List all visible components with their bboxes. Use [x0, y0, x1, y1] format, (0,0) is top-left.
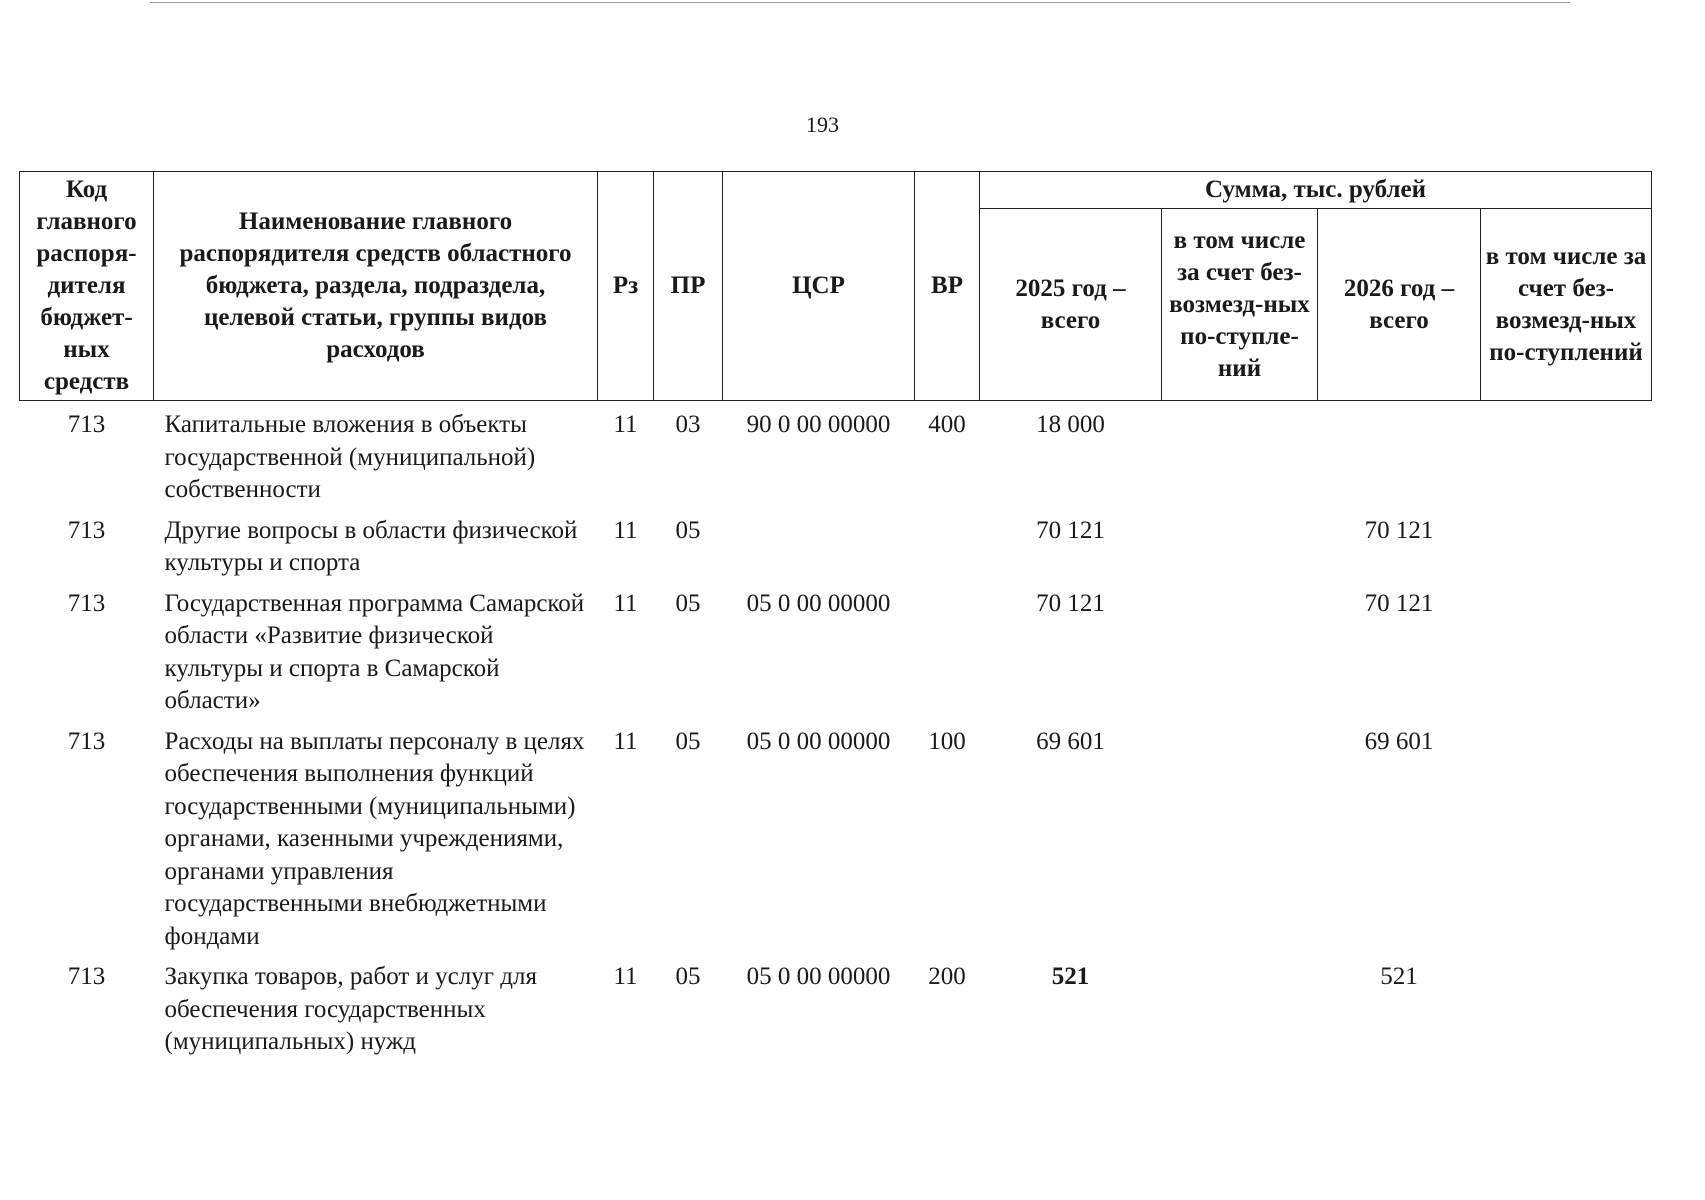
cell-2025-total: 70 121 [1036, 516, 1105, 544]
cell-pr: 03 [675, 411, 701, 438]
cell-name: Закупка товаров, работ и услуг для обеспечения государственных (муниципальных) нужд [164, 963, 537, 1055]
cell-vr: 400 [928, 411, 966, 438]
header-rz: Рз [598, 172, 654, 401]
cell-2026-total: 521 [1380, 963, 1418, 990]
cell-csr: 90 0 00 00000 [746, 411, 891, 438]
table-body [20, 401, 1652, 1059]
table-row [20, 953, 1652, 1059]
cell-csr: 05 0 00 00000 [746, 589, 891, 617]
cell-name: Расходы на выплаты персоналу в целях обеспечения выполнения функций государственными (муниципальными) органами, казенными учреждениями, органами управления государственными внебюджетными фондами [164, 727, 585, 950]
cell-pr: 05 [675, 963, 701, 990]
table-row [20, 718, 1652, 954]
table-row [20, 507, 1652, 580]
header-csr: ЦСР [723, 172, 915, 401]
cell-vr [915, 507, 980, 580]
header-2026-free: в том числе за счет без-возмезд-ных по-ступлений [1481, 209, 1652, 401]
page-number: 193 [806, 112, 839, 137]
cell-2026-free [1481, 507, 1652, 580]
cell-2026-total: 70 121 [1364, 516, 1434, 544]
cell-pr: 05 [675, 589, 701, 617]
cell-vr: 100 [928, 727, 966, 755]
cell-2025-free [1162, 718, 1318, 954]
cell-rz: 11 [613, 727, 638, 755]
cell-2025-free [1162, 507, 1318, 580]
cell-vr [915, 580, 980, 718]
cell-code: 713 [67, 589, 106, 617]
cell-2026-total [1318, 401, 1481, 507]
cell-name: Другие вопросы в области физической культуры и спорта [164, 516, 578, 576]
table-row [20, 580, 1652, 718]
cell-2025-free [1162, 953, 1318, 1059]
cell-csr [723, 507, 915, 580]
cell-name: Капитальные вложения в объекты государственной (муниципальной) собственности [164, 411, 536, 503]
cell-2025-total: 521 [1051, 963, 1090, 990]
budget-table [19, 171, 1652, 1059]
cell-rz: 11 [613, 516, 638, 544]
cell-2026-free [1481, 953, 1652, 1059]
cell-2025-total: 70 121 [1036, 589, 1105, 617]
cell-code: 713 [67, 727, 106, 755]
cell-2025-free [1162, 401, 1318, 507]
header-code: Код главного распоря-дителя бюджет-ных средств [20, 172, 154, 401]
header-pr: ПР [654, 172, 723, 401]
cell-2026-free [1481, 718, 1652, 954]
cell-2026-free [1481, 580, 1652, 718]
cell-2025-free [1162, 580, 1318, 718]
cell-rz: 11 [613, 963, 638, 990]
cell-2026-total: 69 601 [1364, 727, 1434, 755]
header-2026-total: 2026 год – всего [1318, 209, 1481, 401]
cell-name: Государственная программа Самарской области «Развитие физической культуры и спорта в Самарской области» [164, 589, 585, 714]
header-name: Наименование главного распорядителя средств областного бюджета, раздела, подраздела, целевой статьи, группы видов расходов [154, 172, 598, 401]
header-2025-total: 2025 год – всего [980, 209, 1162, 401]
cell-rz: 11 [613, 411, 638, 438]
cell-vr: 200 [928, 963, 966, 990]
cell-code: 713 [67, 963, 106, 990]
header-vr: ВР [915, 172, 980, 401]
cell-2026-total: 70 121 [1364, 589, 1434, 617]
scan-top-rule [150, 2, 1570, 3]
cell-2025-total: 18 000 [1036, 411, 1105, 438]
cell-2025-total: 69 601 [1036, 727, 1105, 755]
table-header [20, 172, 1652, 401]
table-row [20, 401, 1652, 507]
cell-csr: 05 0 00 00000 [746, 727, 891, 755]
cell-rz: 11 [613, 589, 638, 617]
cell-code: 713 [67, 516, 106, 544]
cell-csr: 05 0 00 00000 [746, 963, 891, 990]
cell-pr: 05 [675, 727, 701, 755]
header-sum-group: Сумма, тыс. рублей [980, 172, 1652, 209]
cell-2026-free [1481, 401, 1652, 507]
cell-code: 713 [67, 411, 106, 438]
cell-pr: 05 [675, 516, 701, 544]
header-2025-free: в том числе за счет без-возмезд-ных по-ступле-ний [1162, 209, 1318, 401]
